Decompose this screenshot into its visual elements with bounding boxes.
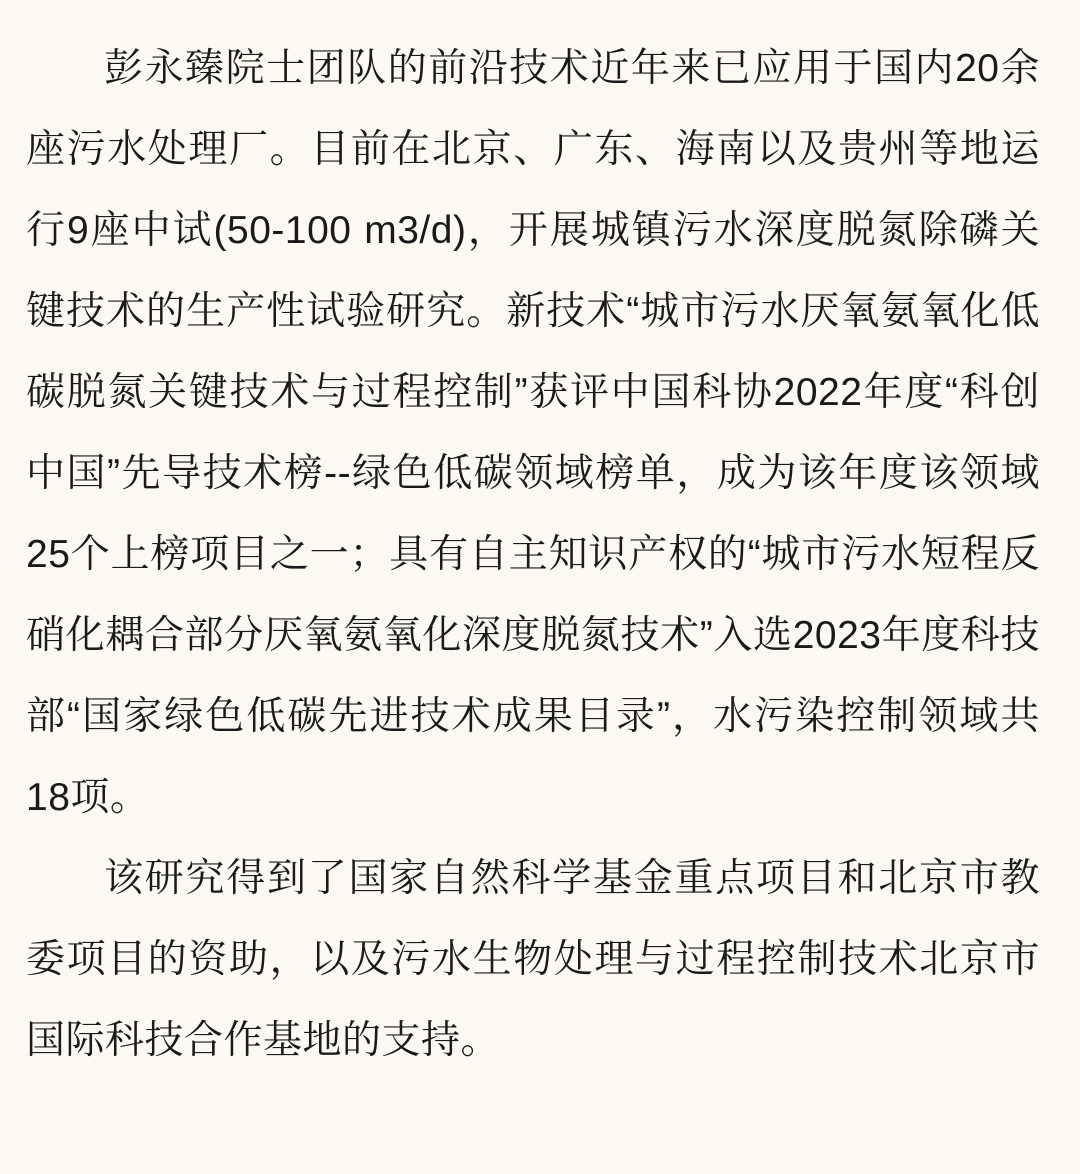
article-body bbox=[26, 28, 1040, 1081]
paragraph-1: 彭永臻院士团队的前沿技术近年来已应用于国内20余座污水处理厂。目前在北京、广东、海南以及贵州等地运行9座中试(50-100 m3/d)，开展城镇污水深度脱氮除磷关键技术的生产性试验研究。新技术“城市污水厌氧氨氧化低碳脱氮关键技术与过程控制”获评中国科协2022年度“科创中国”先导技术榜--绿色低碳领域榜单，成为该年度该领域25个上榜项目之一；具有自主知识产权的“城市污水短程反硝化耦合部分厌氧氨氧化深度脱氮技术”入选2023年度科技部“国家绿色低碳先进技术成果目录”，水污染控制领域共18项。 bbox=[26, 47, 1040, 819]
paragraph-2: 该研究得到了国家自然科学基金重点项目和北京市教委项目的资助，以及污水生物处理与过程控制技术北京市国际科技合作基地的支持。 bbox=[26, 857, 1040, 1062]
